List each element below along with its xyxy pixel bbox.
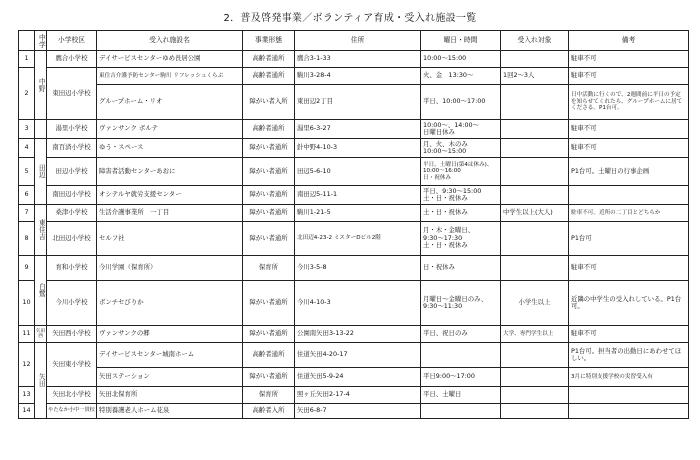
address-cell: 湯里6-3-27 [295,120,421,139]
table-row [19,368,689,387]
table-row [19,120,689,139]
facility-cell: ボンチセびりか [97,281,243,326]
notes-cell: 駐車不可 [569,51,689,68]
table-row [19,186,689,205]
address-cell: 鷹合3-1-33 [295,51,421,68]
address-cell: 照ヶ丘矢田2-17-4 [295,387,421,404]
row-number: 6 [19,186,35,205]
type-cell: 高齢者入所 [243,404,295,419]
facility-cell: 特別養護老人ホーム花泉 [97,404,243,419]
address-cell: 公園南矢田3-13-22 [295,326,421,343]
ward-cell: 中野 [35,51,47,120]
header-row [19,31,689,51]
table-row [19,222,689,256]
row-number: 5 [19,158,35,186]
type-cell: 障がい者通所 [243,139,295,158]
row-number: 10 [19,281,35,326]
hours-cell: 平日、祝日のみ [421,326,501,343]
facility-cell: 今川学園（保育所） [97,256,243,281]
row-number: 9 [19,256,35,281]
hours-cell: 火、金 13:30～ [421,68,501,85]
hours-cell [421,404,501,419]
school-cell: 湯里小学校 [47,120,97,139]
target-cell [501,368,569,387]
hours-cell: 月、火、木のみ 10:00～15:00 [421,139,501,158]
notes-cell: 駐車不可 [569,256,689,281]
row-number: 7 [19,205,35,222]
type-cell: 障がい者通所 [243,205,295,222]
target-cell [501,139,569,158]
target-cell: 1回2～3人 [501,68,569,85]
table-row [19,68,689,85]
type-cell: 高齢者通所 [243,51,295,68]
ward-cell: 矢田 [35,343,47,419]
ward-cell: 東住吉 [35,205,47,256]
type-cell: 高齢者通所 [243,343,295,368]
notes-cell: 駐車不可 [569,326,689,343]
table-row [19,51,689,68]
school-cell: 南田辺小学校 [47,186,97,205]
hours-cell: 平日、9:30～15:00 土・日・祝休み [421,186,501,205]
row-number: 13 [19,387,35,404]
table-row [19,387,689,404]
type-cell: 障がい者通所 [243,326,295,343]
target-cell [501,404,569,419]
address-cell: 今川3-5-8 [295,256,421,281]
hours-cell: 10:00～15:00 [421,51,501,68]
target-cell: 大学、専門学生以上 [501,326,569,343]
school-cell: 矢田西小学校 [47,326,97,343]
hours-cell: 土・日・祝休み [421,205,501,222]
target-cell [501,186,569,205]
header-target: 受入れ対象 [501,31,569,51]
address-cell: 北田辺4-23-2 ミスターDビル2階 [295,222,421,256]
address-cell: 針中野4-10-3 [295,139,421,158]
facility-cell: デイサービスセンターゆめ長居公園 [97,51,243,68]
table-row [19,139,689,158]
ward-cell [35,120,47,139]
type-cell: 障がい者通所 [243,186,295,205]
notes-cell: P1台可。土曜日の行事企画 [569,158,689,186]
facility-cell: ゆう・スペース [97,139,243,158]
type-cell: 障がい者通所 [243,368,295,387]
notes-cell [569,404,689,419]
row-number: 12 [19,343,35,387]
type-cell: 障がい者入所 [243,85,295,120]
address-cell: 田辺5-6-10 [295,158,421,186]
notes-cell: 近隣の中学生の受入れしている。P1台可。 [569,281,689,326]
facility-cell: デイサービスセンター城南ホーム [97,343,243,368]
target-cell: 小学生以上 [501,281,569,326]
notes-cell: P1台可 [569,222,689,256]
hours-cell: 月曜日～金曜日のみ、9:30～11:30 [421,281,501,326]
hours-cell: 平日、土曜日(第4は休み)、10:00～16:00 日・祝休み [421,158,501,186]
table-row [19,404,689,419]
header-ward: 中学 [35,31,47,51]
notes-cell [569,186,689,205]
target-cell [501,120,569,139]
target-cell [501,222,569,256]
row-number: 11 [19,326,35,343]
facility-cell: オシテルヤ就労支援センター [97,186,243,205]
target-cell [501,85,569,120]
school-cell: やたなか小中一貫校 [47,404,97,419]
facility-cell: 矢田ステーション [97,368,243,387]
table-row [19,281,689,326]
table-row [19,85,689,120]
hours-cell: 月・木・金曜日、 9:30～17:30 土・日・祝休み [421,222,501,256]
page-title: 2．普及啓発事業／ボランティア育成・受入れ施設一覧 [223,13,477,24]
facility-cell: ヴァンサンク ボルテ [97,120,243,139]
ward-cell: 田辺 [35,139,47,205]
header-address: 住所 [295,31,421,51]
target-cell [501,51,569,68]
address-cell: 住道矢田5-9-24 [295,368,421,387]
row-number: 4 [19,139,35,158]
type-cell: 保育所 [243,387,295,404]
hours-cell: 平日、土曜日 [421,387,501,404]
target-cell [501,387,569,404]
notes-cell [569,387,689,404]
notes-cell: P1台可。担当者の出勤日にあわせてほしい。 [569,343,689,368]
header-type: 事業形態 [243,31,295,51]
hours-cell: 平日、10:00～17:00 [421,85,501,120]
ward-cell: 矢田西 [35,326,47,343]
address-cell: 東田辺2丁目 [295,85,421,120]
notes-cell: 3月に特別支援学校の実習受入有 [569,368,689,387]
school-cell: 矢田東小学校 [47,343,97,387]
header-school: 小学校区 [47,31,97,51]
notes-cell: 日中活動に行くので、2週間前に平日の予定を知らせてくれたら、グループホームに居てくださる。P1台可。 [569,85,689,120]
hours-cell: 日・祝休み [421,256,501,281]
facility-cell: グループホーム・リオ [97,85,243,120]
row-number: 2 [19,68,35,120]
row-number: 8 [19,222,35,256]
table-row [19,256,689,281]
type-cell: 高齢者通所 [243,120,295,139]
notes-cell: 駐車不可。近所の二丁目とどちらか [569,205,689,222]
type-cell: 保育所 [243,256,295,281]
type-cell: 障がい者通所 [243,158,295,186]
target-cell: 中学生以上(大人) [501,205,569,222]
facility-cell: 東住吉介護予防センター駒川 リフレッシュくらぶ [97,68,243,85]
row-number: 3 [19,120,35,139]
header-hours: 曜日・時間 [421,31,501,51]
facility-cell: 矢田北保育所 [97,387,243,404]
school-cell: 田辺小学校 [47,158,97,186]
header-number [19,31,35,51]
school-cell: 南百済小学校 [47,139,97,158]
row-number: 1 [19,51,35,68]
hours-cell: 平日9:00～17:00 [421,368,501,387]
address-cell: 住道矢田4-20-17 [295,343,421,368]
school-cell: 育和小学校 [47,256,97,281]
address-cell: 駒川1-21-5 [295,205,421,222]
table-row [19,326,689,343]
header-notes: 備考 [569,31,689,51]
address-cell: 駒川3-28-4 [295,68,421,85]
row-number: 14 [19,404,35,419]
target-cell [501,256,569,281]
school-cell: 矢田北小学校 [47,387,97,404]
school-cell: 鷹合小学校 [47,51,97,68]
ward-cell: 白鷺 [35,256,47,326]
hours-cell: 10:00～、14:00～ 日曜日休み [421,120,501,139]
notes-cell: 駐車不可 [569,120,689,139]
table-row [19,343,689,368]
notes-cell: 駐車不可 [569,139,689,158]
school-cell: 桑津小学校 [47,205,97,222]
address-cell: 南田辺5-11-1 [295,186,421,205]
address-cell: 今川4-10-3 [295,281,421,326]
school-cell: 北田辺小学校 [47,222,97,256]
facility-cell: ヴァンサンクの郷 [97,326,243,343]
facility-cell: 障害者活動センターあおに [97,158,243,186]
school-cell: 今川小学校 [47,281,97,326]
facility-cell: セルフ社 [97,222,243,256]
facility-table [18,30,689,419]
hours-cell [421,343,501,368]
type-cell: 障がい者通所 [243,281,295,326]
header-facility: 受入れ施設名 [97,31,243,51]
address-cell: 矢田6-8-7 [295,404,421,419]
notes-cell: 駐車不可 [569,68,689,85]
target-cell [501,343,569,368]
school-cell: 東田辺小学校 [47,68,97,120]
type-cell: 高齢者通所 [243,68,295,85]
facility-cell: 生活介護事業所 一丁目 [97,205,243,222]
table-row [19,205,689,222]
target-cell [501,158,569,186]
table-row [19,158,689,186]
type-cell: 障がい者通所 [243,222,295,256]
